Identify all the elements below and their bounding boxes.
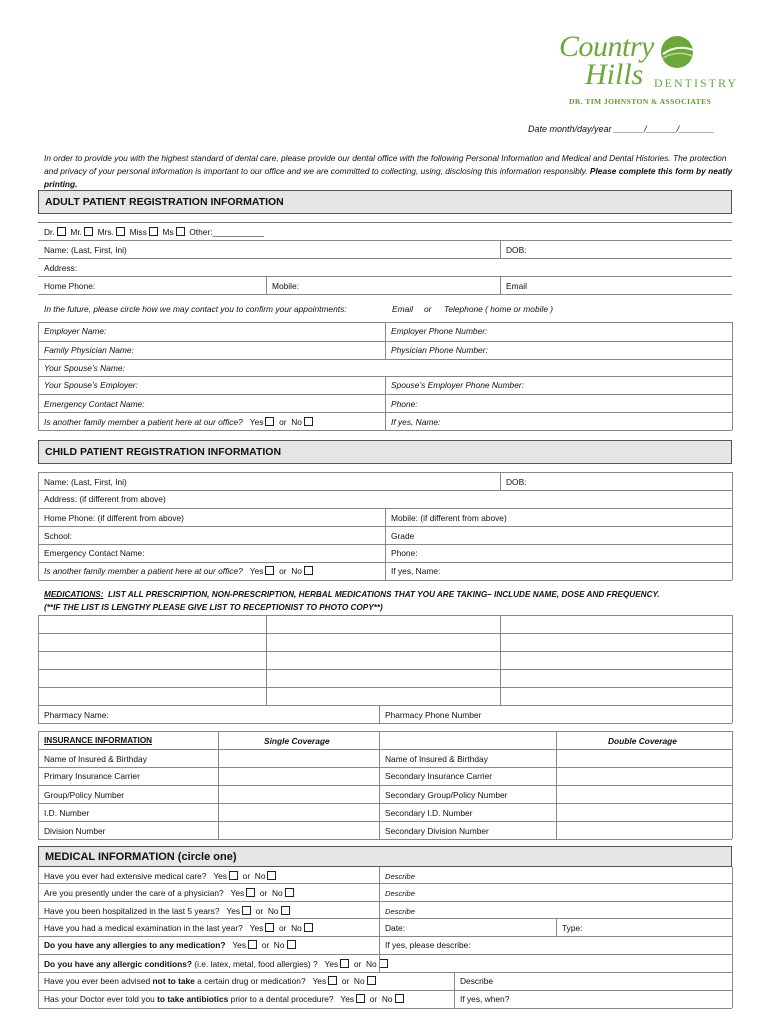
q5-yes-checkbox[interactable] [248, 940, 257, 949]
ins-row-left[interactable]: Name of Insured & Birthday [44, 754, 147, 764]
pharmacy-name-field[interactable]: Pharmacy Name: [44, 710, 109, 720]
intro-text: In order to provide you with the highest standard of dental care, please provide our dental office with the following Personal Information and Medical and Dental Histories. The protection and privacy of your personal information is important to our office and we are committed to collecting, using, disclosing this information responsibly. [44, 153, 727, 176]
title-options[interactable] [44, 227, 264, 237]
spouse-employer-phone-field[interactable]: Spouse’s Employer Phone Number: [391, 380, 524, 390]
ins-row-right[interactable]: Secondary Group/Policy Number [385, 790, 508, 800]
title-miss: Miss [129, 227, 147, 237]
q3-describe-field[interactable]: Describe [385, 907, 415, 916]
q1-no-checkbox[interactable] [267, 871, 276, 880]
contact-or: or [424, 304, 432, 314]
q4-date-field[interactable]: Date: [385, 923, 406, 933]
q4-type-field[interactable]: Type: [562, 923, 583, 933]
q6-yes-checkbox[interactable] [340, 959, 349, 968]
child-address-field[interactable]: Address: (if different from above) [44, 494, 166, 504]
ins-row-left[interactable]: I.D. Number [44, 808, 90, 818]
medical-title: MEDICAL INFORMATION (circle one) [45, 850, 237, 863]
medical-q2: Are you presently under the care of a physician? Yes or No [44, 888, 294, 898]
spouse-name-field[interactable]: Your Spouse’s Name: [44, 363, 125, 373]
child-title: CHILD PATIENT REGISTRATION INFORMATION [45, 446, 282, 458]
q2-yes-checkbox[interactable] [246, 888, 255, 897]
child-home-phone-field[interactable]: Home Phone: (if different from above) [44, 513, 184, 523]
ins-row-left[interactable]: Division Number [44, 826, 106, 836]
single-coverage-label: Single Coverage [264, 736, 330, 746]
ins-row-left[interactable]: Primary Insurance Carrier [44, 771, 140, 781]
q7-yes-checkbox[interactable] [328, 976, 337, 985]
emergency-phone-field[interactable]: Phone: [391, 399, 418, 409]
adult-dob-field[interactable]: DOB: [506, 245, 527, 255]
medical-q3: Have you been hospitalized in the last 5 years? Yes or No [44, 906, 290, 916]
medical-q5: Do you have any allergies to any medication? Yes or No [44, 940, 296, 950]
title-mr: Mr. [70, 227, 82, 237]
ins-row-left[interactable]: Group/Policy Number [44, 790, 125, 800]
adult-email-field[interactable]: Email [506, 281, 527, 291]
contact-telephone-option[interactable]: Telephone ( home or mobile ) [444, 304, 554, 314]
child-emergency-phone-field[interactable]: Phone: [391, 548, 418, 558]
q4-yes-checkbox[interactable] [265, 923, 274, 932]
medical-q6: Do you have any allergic conditions? (i.e. latex, metal, food allergies) ? Yes or No [44, 959, 388, 969]
q1-describe-field[interactable]: Describe [385, 872, 415, 881]
logo-dentistry: DENTISTRY [654, 76, 738, 90]
medications-heading: MEDICATIONS: LIST ALL PRESCRIPTION, NON-PRESCRIPTION, HERBAL MEDICATIONS THAT YOU ARE TAKING– INCLUDE NAME, DOSE AND FREQUENCY. [44, 590, 660, 599]
medical-q4: Have you had a medical examination in the last year? Yes or No [44, 923, 313, 933]
double-coverage-label: Double Coverage [608, 736, 677, 746]
q4-no-checkbox[interactable] [304, 923, 313, 932]
employer-field[interactable]: Employer Name: [44, 326, 107, 336]
adult-mobile-field[interactable]: Mobile: [272, 281, 299, 291]
adult-family-question: Is another family member a patient here at our office? Yes or No [44, 417, 313, 427]
title-other[interactable]: Other:___________ [189, 227, 264, 237]
ms-checkbox[interactable] [176, 227, 185, 236]
date-line[interactable]: Date month/day/year ______/______/_______ [528, 124, 715, 134]
child-family-if-yes-field[interactable]: If yes, Name: [391, 566, 441, 576]
medical-q7: Have you ever been advised not to take a certain drug or medication? Yes or No [44, 976, 376, 986]
child-school-field[interactable]: School: [44, 531, 72, 541]
employer-phone-field[interactable]: Employer Phone Number: [391, 326, 488, 336]
child-family-no-checkbox[interactable] [304, 566, 313, 575]
q8-when-field[interactable]: If yes, when? [460, 994, 510, 1004]
q5-describe-field[interactable]: If yes, please describe: [385, 940, 471, 950]
adult-family-no-checkbox[interactable] [304, 417, 313, 426]
contact-question: In the future, please circle how we may contact you to confirm your appointments: [44, 304, 347, 314]
adult-title: ADULT PATIENT REGISTRATION INFORMATION [45, 196, 284, 208]
q2-no-checkbox[interactable] [285, 888, 294, 897]
intro-paragraph [44, 152, 734, 190]
insurance-title: INSURANCE INFORMATION [44, 736, 153, 745]
practice-logo [555, 30, 738, 110]
q3-no-checkbox[interactable] [281, 906, 290, 915]
q6-no-checkbox[interactable] [379, 959, 388, 968]
miss-checkbox[interactable] [149, 227, 158, 236]
ins-row-right[interactable]: Name of Insured & Birthday [385, 754, 488, 764]
adult-home-phone-field[interactable]: Home Phone: [44, 281, 96, 291]
logo-hills: Hills [585, 58, 644, 91]
title-dr: Dr. [44, 227, 55, 237]
child-dob-field[interactable]: DOB: [506, 477, 527, 487]
adult-family-yes-checkbox[interactable] [265, 417, 274, 426]
adult-name-field[interactable]: Name: (Last, First, Ini) [44, 245, 127, 255]
medical-section-header [38, 846, 732, 867]
ins-row-right[interactable]: Secondary I.D. Number [385, 808, 473, 818]
adult-family-if-yes-field[interactable]: If yes, Name: [391, 417, 441, 427]
physician-phone-field[interactable]: Physician Phone Number: [391, 345, 488, 355]
pharmacy-phone-field[interactable]: Pharmacy Phone Number [385, 710, 482, 720]
adult-section-header [38, 190, 732, 214]
emergency-contact-field[interactable]: Emergency Contact Name: [44, 399, 145, 409]
intro-bold: Please complete this form by neatly printing. [44, 165, 733, 189]
q3-yes-checkbox[interactable] [242, 906, 251, 915]
mr-checkbox[interactable] [84, 227, 93, 236]
adult-address-field[interactable]: Address: [44, 263, 78, 273]
logo-doctor: DR. TIM JOHNSTON & ASSOCIATES [569, 97, 712, 106]
q7-no-checkbox[interactable] [367, 976, 376, 985]
q8-no-checkbox[interactable] [395, 994, 404, 1003]
medical-q8: Has your Doctor ever told you to take antibiotics prior to a dental procedure? Yes or No [44, 994, 404, 1004]
q1-yes-checkbox[interactable] [229, 871, 238, 880]
title-mrs: Mrs. [97, 227, 114, 237]
physician-field[interactable]: Family Physician Name: [44, 345, 134, 355]
child-grade-field[interactable]: Grade [391, 531, 415, 541]
mrs-checkbox[interactable] [116, 227, 125, 236]
logo-leaf-icon [659, 34, 695, 70]
child-family-question: Is another family member a patient here at our office? Yes or No [44, 566, 313, 576]
q2-describe-field[interactable]: Describe [385, 889, 415, 898]
q8-yes-checkbox[interactable] [356, 994, 365, 1003]
ins-row-right[interactable]: Secondary Division Number [385, 826, 489, 836]
child-emergency-field[interactable]: Emergency Contact Name: [44, 548, 145, 558]
child-name-field[interactable]: Name: (Last, First, Ini) [44, 477, 127, 487]
title-ms: Ms [162, 227, 174, 237]
q5-no-checkbox[interactable] [287, 940, 296, 949]
q7-describe-field[interactable]: Describe [460, 976, 494, 986]
spouse-employer-field[interactable]: Your Spouse’s Employer: [44, 380, 138, 390]
ins-row-right[interactable]: Secondary Insurance Carrier [385, 771, 493, 781]
dr-checkbox[interactable] [57, 227, 66, 236]
medications-note: (**IF THE LIST IS LENGTHY PLEASE GIVE LIST TO RECEPTIONIST TO PHOTO COPY**) [44, 603, 383, 612]
medical-q1: Have you ever had extensive medical care? Yes or No [44, 871, 276, 881]
child-mobile-field[interactable]: Mobile: (if different from above) [391, 513, 507, 523]
contact-email-option[interactable]: Email [392, 304, 413, 314]
logo-country: Country [559, 30, 654, 63]
child-section-header [38, 440, 732, 464]
child-family-yes-checkbox[interactable] [265, 566, 274, 575]
